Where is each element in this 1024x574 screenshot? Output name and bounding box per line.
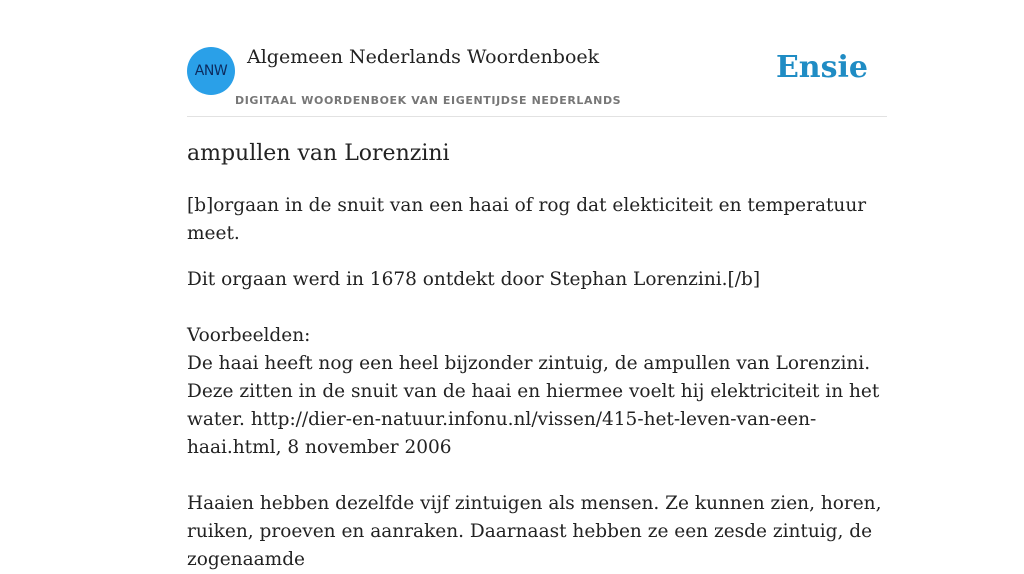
entry-body: Dit orgaan werd in 1678 ontdekt door Stephan Lorenzini.[/b] Voorbeelden: De haai heeft nog een heel bijzonder zintuig, de ampullen van Lorenzini. Deze zitten in de snuit van de haai en hiermee voelt hij elektriciteit in het water. http://dier-en-natuur.infonu.nl/vissen/415-het-leven-van-een-haai.html, 8 november 2006 Haaien hebben dezelfde vijf zintuigen als mensen. Ze kunnen zien, horen, ruiken, proeven en aanraken. Daarnaast hebben ze een zesde zintuig, de zogenaamde xyxy=(187,269,882,570)
entry-definition: [b]orgaan in de snuit van een haai of rog dat elekticiteit en temperatuur meet. xyxy=(187,195,867,244)
entry-term: ampullen van Lorenzini xyxy=(187,141,450,166)
site-header xyxy=(187,0,887,117)
entry-content xyxy=(187,138,899,574)
ensie-brand-link[interactable]: Ensie xyxy=(775,50,868,85)
site-subtitle: DIGITAAL WOORDENBOEK VAN EIGENTIJDSE NEDERLANDS xyxy=(235,94,622,107)
anw-logo-icon[interactable]: ANW xyxy=(187,47,235,95)
site-title[interactable]: Algemeen Nederlands Woordenboek xyxy=(247,46,600,68)
